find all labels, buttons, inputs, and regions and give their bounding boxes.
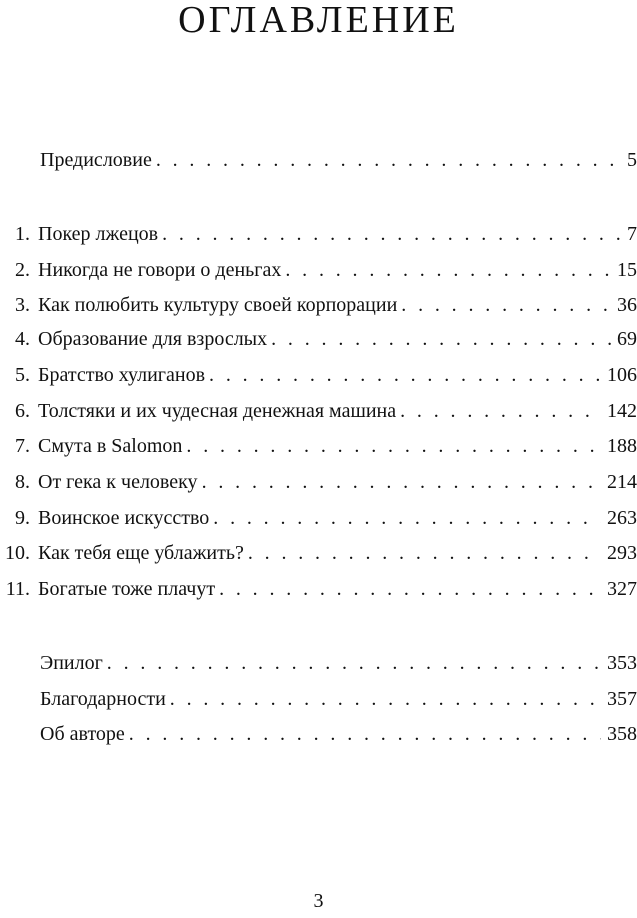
dot-leader <box>209 360 601 390</box>
dot-leader <box>401 290 611 320</box>
toc-entry-page: 263 <box>607 507 637 529</box>
chapter-number: 4. <box>15 328 30 350</box>
page-number: 3 <box>313 890 324 912</box>
page-title: ОГЛАВЛЕНИЕ <box>178 0 459 41</box>
toc-entry-chapter[interactable] <box>0 360 637 390</box>
toc-entry-page: 358 <box>607 723 637 745</box>
toc-entry-title: Благодарности <box>40 688 166 710</box>
toc-entry-title: Об авторе <box>40 723 125 745</box>
dot-leader <box>186 431 601 461</box>
toc-entry-page: 36 <box>617 294 637 316</box>
toc-entry-title: Как полюбить культуру своей корпорации <box>38 294 398 316</box>
dot-leader <box>400 396 601 426</box>
chapter-number: 9. <box>15 507 30 529</box>
chapter-number: 11. <box>5 578 30 600</box>
toc-entry-page: 357 <box>607 688 637 710</box>
toc-entry-page: 214 <box>607 471 637 493</box>
toc-entry-page: 5 <box>627 149 637 171</box>
dot-leader <box>202 467 601 497</box>
chapter-number: 6. <box>15 400 30 422</box>
chapter-number: 5. <box>15 364 30 386</box>
toc-entry-title: Как тебя еще ублажить? <box>38 542 244 564</box>
toc-entry-epilogue[interactable] <box>0 648 637 678</box>
toc-entry-page: 106 <box>607 364 637 386</box>
dot-leader <box>248 538 601 568</box>
toc-entry-chapter[interactable] <box>0 538 637 568</box>
toc-entry-title: Образование для взрослых <box>38 328 268 350</box>
dot-leader <box>271 324 611 354</box>
dot-leader <box>107 648 601 678</box>
toc-entry-title: Никогда не говори о деньгах <box>38 259 282 281</box>
chapter-number: 10. <box>5 542 30 564</box>
toc-entry-title: Покер лжецов <box>38 223 159 245</box>
dot-leader <box>170 684 601 714</box>
toc-entry-title: От гека к человеку <box>38 471 198 493</box>
chapter-number: 2. <box>15 259 30 281</box>
toc-entry-chapter[interactable] <box>0 324 637 354</box>
toc-entry-chapter[interactable] <box>0 431 637 461</box>
toc-entry-acknowledgements[interactable] <box>0 684 637 714</box>
dot-leader <box>129 719 601 749</box>
chapter-number: 7. <box>15 435 30 457</box>
toc-entry-page: 293 <box>607 542 637 564</box>
toc-entry-title: Смута в Salomon <box>38 435 183 457</box>
dot-leader <box>162 219 621 249</box>
chapter-number: 8. <box>15 471 30 493</box>
toc-entry-chapter[interactable] <box>0 255 637 285</box>
toc-entry-chapter[interactable] <box>0 396 637 426</box>
toc-entry-page: 69 <box>617 328 637 350</box>
toc-entry-title: Братство хулиганов <box>38 364 206 386</box>
chapter-number: 1. <box>15 223 30 245</box>
toc-entry-page: 188 <box>607 435 637 457</box>
toc-entry-page: 353 <box>607 652 637 674</box>
toc-entry-chapter[interactable] <box>0 290 637 320</box>
toc-entry-page: 142 <box>607 400 637 422</box>
toc-entry-title: Воинское искусство <box>38 507 210 529</box>
toc-entry-chapter[interactable] <box>0 503 637 533</box>
toc-entry-preface[interactable] <box>0 145 637 175</box>
toc-entry-about-author[interactable] <box>0 719 637 749</box>
toc-entry-chapter[interactable] <box>0 574 637 604</box>
dot-leader <box>219 574 601 604</box>
toc-entry-chapter[interactable] <box>0 467 637 497</box>
toc-entry-chapter[interactable] <box>0 219 637 249</box>
dot-leader <box>285 255 611 285</box>
toc-entry-title: Богатые тоже плачут <box>38 578 216 600</box>
dot-leader <box>213 503 601 533</box>
toc-entry-page: 15 <box>617 259 637 281</box>
toc-entry-title: Толстяки и их чудесная денежная машина <box>38 400 397 422</box>
toc-entry-title: Эпилог <box>40 652 103 674</box>
dot-leader <box>156 145 621 175</box>
chapter-number: 3. <box>15 294 30 316</box>
toc-entry-page: 7 <box>627 223 637 245</box>
toc-entry-title: Предисловие <box>40 149 152 171</box>
toc-entry-page: 327 <box>607 578 637 600</box>
